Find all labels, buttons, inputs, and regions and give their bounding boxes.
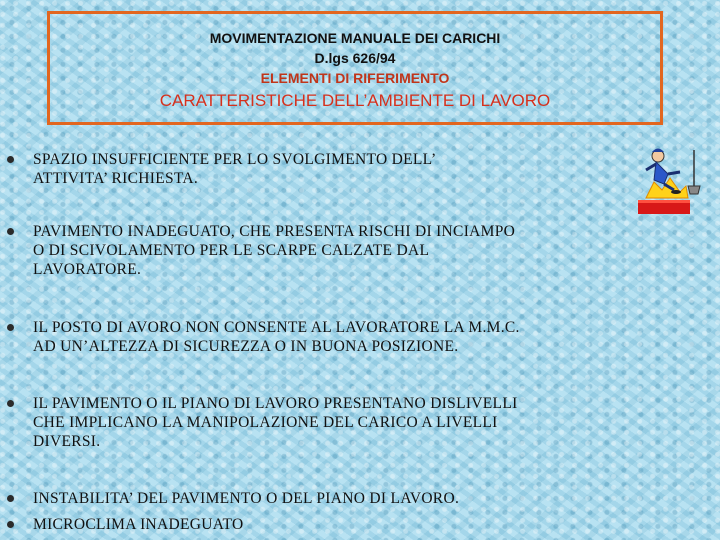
bullet-line: DIVERSI. xyxy=(33,433,101,450)
bullet-dot xyxy=(7,228,14,235)
bullet-line: INSTABILITA’ DEL PAVIMENTO O DEL PIANO DI LAVORO. xyxy=(33,490,460,507)
bullet-dot xyxy=(7,324,14,331)
bullet-item xyxy=(7,394,697,451)
bullet-item xyxy=(7,222,697,279)
title-line-3: ELEMENTI DI RIFERIMENTO xyxy=(260,70,450,86)
bullet-dot xyxy=(7,400,14,407)
worker-slipping-icon xyxy=(636,142,702,218)
bullet-dot xyxy=(7,521,14,528)
bullet-line: CHE IMPLICANO LA MANIPOLAZIONE DEL CARICO A LIVELLI xyxy=(33,414,498,431)
bullet-item xyxy=(7,515,697,534)
bullet-dot xyxy=(7,156,14,163)
title-box xyxy=(47,11,663,125)
bullet-line: MICROCLIMA INADEGUATO xyxy=(33,516,244,533)
subtitle: CARATTERISTICHE DELL’AMBIENTE DI LAVORO xyxy=(159,91,551,110)
title-line-1: MOVIMENTAZIONE MANUALE DEI CARICHI xyxy=(209,30,501,46)
bullet-line: IL POSTO DI AVORO NON CONSENTE AL LAVORATORE LA M.M.C. xyxy=(33,319,520,336)
bullet-line: SPAZIO INSUFFICIENTE PER LO SVOLGIMENTO DELL’ xyxy=(33,151,437,168)
bullet-line: IL PAVIMENTO O IL PIANO DI LAVORO PRESENTANO DISLIVELLI xyxy=(33,395,518,412)
bullet-item xyxy=(7,150,697,188)
bullet-item xyxy=(7,318,697,356)
bullet-line: LAVORATORE. xyxy=(33,261,142,278)
bullet-dot xyxy=(7,495,14,502)
bullet-line: AD UN’ALTEZZA DI SICUREZZA O IN BUONA POSIZIONE. xyxy=(33,338,459,355)
bullet-line: PAVIMENTO INADEGUATO, CHE PRESENTA RISCHI DI INCIAMPO xyxy=(33,223,516,240)
bullet-item xyxy=(7,489,697,508)
title-line-2: D.lgs 626/94 xyxy=(314,50,396,66)
bullet-line: ATTIVITA’ RICHIESTA. xyxy=(33,170,199,187)
bullet-line: O DI SCIVOLAMENTO PER LE SCARPE CALZATE DAL xyxy=(33,242,430,259)
